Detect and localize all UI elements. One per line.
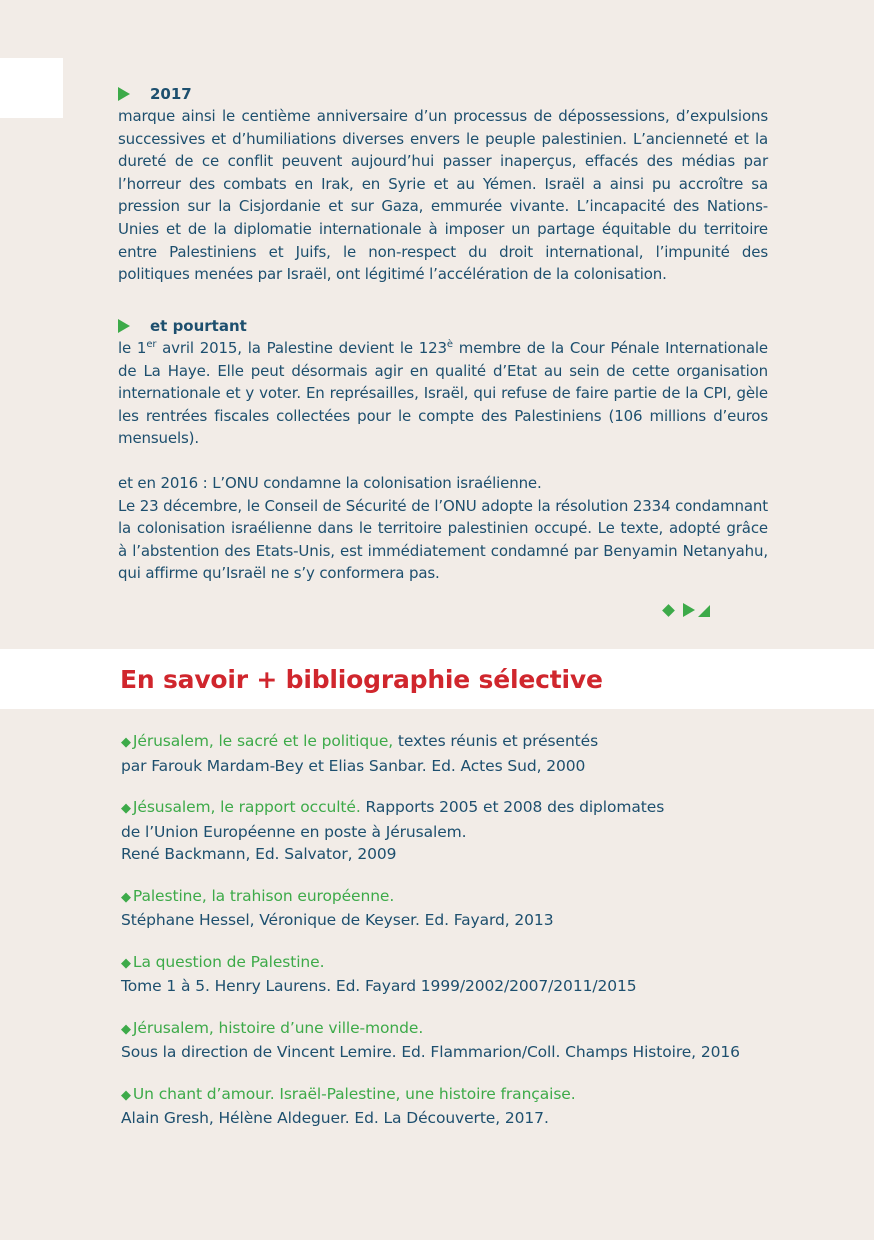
bibliography-title-line bbox=[121, 1083, 821, 1108]
diamond-bullet-icon: ◆ bbox=[121, 955, 131, 971]
book-subtitle: textes réunis et présentés bbox=[393, 732, 599, 750]
bibliography-entry bbox=[121, 1017, 821, 1064]
diamond-bullet-icon: ◆ bbox=[121, 801, 131, 816]
bibliography-detail-line: par Farouk Mardam-Bey et Elias Sanbar. Ed. Actes Sud, 2000 bbox=[121, 756, 586, 775]
diamond-bullet-icon: ◆ bbox=[121, 889, 131, 905]
bibliography-title-line bbox=[121, 951, 821, 976]
book-title: Un chant d’amour. Israël-Palestine, une histoire française. bbox=[132, 1084, 576, 1103]
bibliography-list bbox=[121, 730, 821, 1149]
book-title: Jésusalem, le rapport occulté. bbox=[132, 798, 361, 816]
book-title: Jérusalem, le sacré et le politique, bbox=[132, 732, 394, 750]
book-subtitle: Rapports 2005 et 2008 des diplomates bbox=[360, 798, 665, 816]
bibliography-detail-line: Tome 1 à 5. Henry Laurens. Ed. Fayard 1999/2002/2007/2011/2015 bbox=[121, 977, 637, 995]
bibliography-detail-line: René Backmann, Ed. Salvator, 2009 bbox=[121, 845, 397, 863]
section-et-pourtant bbox=[118, 315, 768, 585]
bibliography-entry bbox=[121, 1083, 821, 1130]
book-title: La question de Palestine. bbox=[132, 952, 325, 971]
bibliography-entry bbox=[121, 796, 821, 866]
section-2017 bbox=[118, 83, 768, 286]
paragraph-onu: et en 2016 : L’ONU condamne la colonisation israélienne. bbox=[118, 473, 542, 492]
triangle-bullet-icon bbox=[118, 319, 130, 333]
heading-text: et pourtant bbox=[150, 317, 247, 335]
diamond-bullet-icon: ◆ bbox=[121, 1087, 131, 1103]
corner-triangle-icon bbox=[698, 605, 710, 617]
section-heading bbox=[118, 83, 768, 105]
heading-text: 2017 bbox=[150, 85, 192, 103]
corner-tab bbox=[0, 58, 63, 118]
bibliography-entry bbox=[121, 730, 821, 777]
book-title: Palestine, la trahison européenne. bbox=[132, 886, 395, 905]
section-heading bbox=[118, 315, 768, 337]
bibliography-entry bbox=[121, 951, 821, 998]
paragraph: le 1er avril 2015, la Palestine devient le $123^è$ membre de la Cour Pénale Internationale de La Haye. Elle peut désormais agir en qualité d’Etat au sein de cette organisation internationale et y voter. En représailles, Israël, qui refuse de faire partie de la CPI, gèle les rentrées fiscales collectées pour le compte des Palestiniens (106 millions d’euros mensuels). bbox=[118, 339, 769, 448]
bibliography-title-line bbox=[121, 730, 821, 755]
diamond-icon bbox=[662, 604, 675, 617]
bibliography-detail-line: de l’Union Européenne en poste à Jérusalem. bbox=[121, 822, 467, 841]
triangle-bullet-icon bbox=[118, 87, 130, 101]
diamond-bullet-icon: ◆ bbox=[121, 1021, 131, 1037]
bibliography-detail-line: Sous la direction de Vincent Lemire. Ed. Flammarion/Coll. Champs Histoire, 2016 bbox=[121, 1043, 740, 1061]
bibliography-entry bbox=[121, 885, 821, 932]
diamond-bullet-icon: ◆ bbox=[121, 735, 131, 750]
bibliography-detail-line: Stéphane Hessel, Véronique de Keyser. Ed. Fayard, 2013 bbox=[121, 911, 554, 929]
triangle-icon bbox=[683, 603, 695, 617]
bibliography-title-line bbox=[121, 885, 821, 910]
paragraph-resolution: Le 23 décembre, le Conseil de Sécurité de l’ONU adopte la résolution 2334 condamnant la colonisation israélienne dans le territoire palestinien occupé. Le texte, adopté grâce à l’abstention des Etats-Unis, est immédiatement condamné par Benyamin Netanyahu, qui affirme qu’Israël ne s’y conformera pas. bbox=[118, 496, 768, 583]
bibliography-title-band bbox=[0, 649, 874, 709]
paragraph: marque ainsi le centième anniversaire d’un processus de dépossessions, d’expulsions successives et d’humiliations diverses envers le peuple palestinien. L’ancienneté et la dureté de ce conflit peuvent aujourd’hui passer inaperçus, effacés des médias par l’horreur des combats en Irak, en Syrie et au Yémen. Israël a ainsi pu accroître sa pression sur la Cisjordanie et sur Gaza, emmurée vivante. L’incapacité des Nations-Unies et de la diplomatie internationale à imposer un partage équitable du territoire entre Palestiniens et Juifs, le non-respect du droit international, l’impunité des politiques menées par Israël, ont légitimé l’accélération de la colonisation. bbox=[118, 107, 768, 284]
bibliography-detail-line: Alain Gresh, Hélène Aldeguer. Ed. La Découverte, 2017. bbox=[121, 1109, 549, 1127]
bibliography-title-line bbox=[121, 796, 821, 821]
section-end-ornament bbox=[664, 603, 710, 617]
bibliography-title: En savoir + bibliographie sélective bbox=[120, 665, 603, 694]
book-title: Jérusalem, histoire d’une ville-monde. bbox=[132, 1018, 424, 1037]
bibliography-title-line bbox=[121, 1017, 821, 1042]
